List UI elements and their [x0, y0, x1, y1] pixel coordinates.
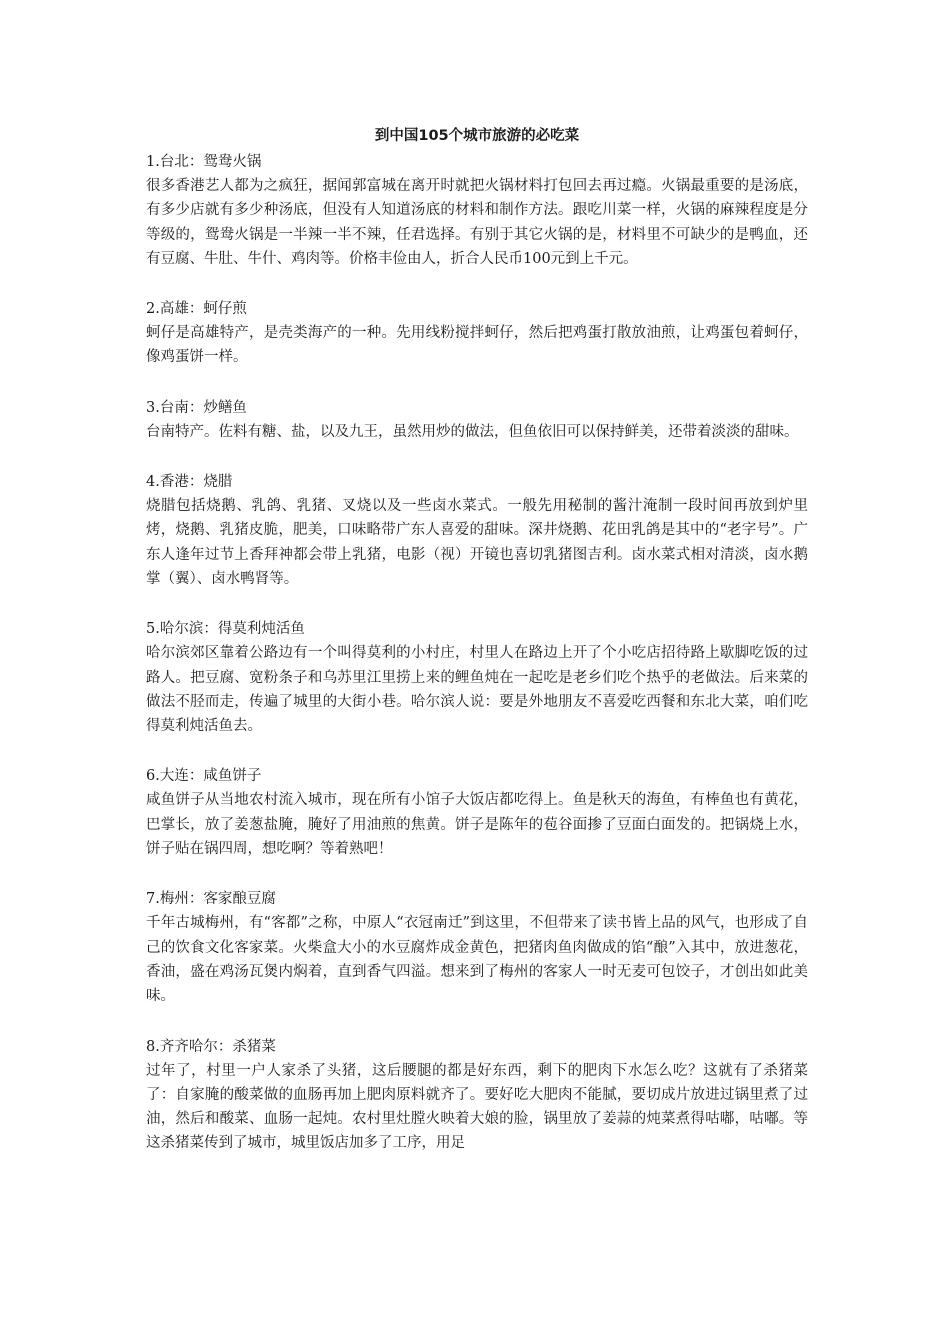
document-title: 到中国105个城市旅游的必吃菜 — [374, 128, 580, 144]
section-heading: 8.齐齐哈尔：杀猪菜 — [146, 1038, 276, 1055]
section-taipei — [146, 150, 808, 271]
section-body: 过年了，村里一户人家杀了头猪，这后腰腿的都是好东西，剩下的肥肉下水怎么吃？这就有了杀猪菜了：自家腌的酸菜做的血肠再加上肥肉原料就齐了。要好吃大肥肉不能腻，要切成片放进过锅里煮了过油，然后和酸菜、血肠一起炖。农村里灶膛火映着大娘的脸，锅里放了姜蒜的炖菜煮得咕嘟，咕嘟。等这杀猪菜传到了城市，城里饭店加多了工序，用足 — [146, 1062, 808, 1152]
section-heading: 2.高雄：蚵仔煎 — [146, 301, 247, 318]
section-body: 千年古城梅州，有“客都”之称，中原人“衣冠南迁”到这里，不但带来了读书皆上品的风气，也形成了自己的饮食文化客家菜。火柴盒大小的水豆腐炸成金黄色，把猪肉鱼肉做成的馅“酿”入其中，放进葱花，香油，盛在鸡汤瓦煲内焖着，直到香气四溢。想来到了梅州的客家人一时无麦可包饺子，才创出如此美味。 — [146, 915, 808, 1005]
section-body: 咸鱼饼子从当地农村流入城市，现在所有小馆子大饭店都吃得上。鱼是秋天的海鱼，有棒鱼也有黄花，巴掌长，放了姜葱盐腌，腌好了用油煎的焦黄。饼子是陈年的苞谷面掺了豆面白面发的。把锅烧上水，饼子贴在锅四周，想吃啊？等着熟吧！ — [146, 792, 808, 858]
section-qiqihar — [146, 1035, 808, 1156]
section-body: 很多香港艺人都为之疯狂，据闻郭富城在离开时就把火锅材料打包回去再过瘾。火锅最重要的是汤底，有多少店就有多少种汤底，但没有人知道汤底的材料和制作方法。跟吃川菜一样，火锅的麻辣程度是分等级的，鸳鸯火锅是一半辣一半不辣，任君选择。有别于其它火锅的是，材料里不可缺少的是鸭血，还有豆腐、牛肚、牛什、鸡肉等。价格丰俭由人，折合人民币100元到上千元。 — [146, 178, 808, 267]
section-kaohsiung — [146, 297, 808, 370]
section-dalian — [146, 764, 808, 861]
section-body: 蚵仔是高雄特产，是壳类海产的一种。先用线粉搅拌蚵仔，然后把鸡蛋打散放油煎，让鸡蛋包着蚵仔，像鸡蛋饼一样。 — [146, 325, 808, 366]
document-page — [146, 126, 808, 1182]
section-meizhou — [146, 887, 808, 1008]
section-harbin — [146, 617, 808, 738]
section-heading: 3.台南：炒鳝鱼 — [146, 399, 247, 416]
section-heading: 7.梅州：客家酿豆腐 — [146, 891, 276, 908]
section-body: 烧腊包括烧鹅、乳鸽、乳猪、叉烧以及一些卤水菜式。一般先用秘制的酱汁淹制一段时间再放到炉里烤，烧鹅、乳猪皮脆，肥美，口味略带广东人喜爱的甜味。深井烧鹅、花田乳鸽是其中的“老字号”。广东人逢年过节上香拜神都会带上乳猪，电影（视）开镜也喜切乳猪图吉利。卤水菜式相对清淡，卤水鹅掌（翼）、卤水鸭肾等。 — [146, 498, 808, 587]
section-hongkong — [146, 470, 808, 591]
section-heading: 1.台北：鸳鸯火锅 — [146, 154, 262, 170]
section-body: 台南特产。佐料有糖、盐，以及九王，虽然用炒的做法，但鱼依旧可以保持鲜美，还带着淡淡的甜味。 — [146, 423, 799, 440]
section-body: 哈尔滨郊区靠着公路边有一个叫得莫利的小村庄，村里人在路边上开了个小吃店招待路上歇脚吃饭的过路人。把豆腐、宽粉条子和乌苏里江里捞上来的鲤鱼炖在一起吃是老乡们吃个热乎的老做法。后来菜的做法不胫而走，传遍了城里的大街小巷。哈尔滨人说：要是外地朋友不喜爱吃西餐和东北大菜，咱们吃得莫利炖活鱼去。 — [146, 645, 808, 735]
section-heading: 4.香港：烧腊 — [146, 474, 233, 491]
section-heading: 6.大连：咸鱼饼子 — [146, 768, 262, 785]
section-heading: 5.哈尔滨：得莫利炖活鱼 — [146, 621, 305, 638]
section-tainan — [146, 396, 808, 444]
